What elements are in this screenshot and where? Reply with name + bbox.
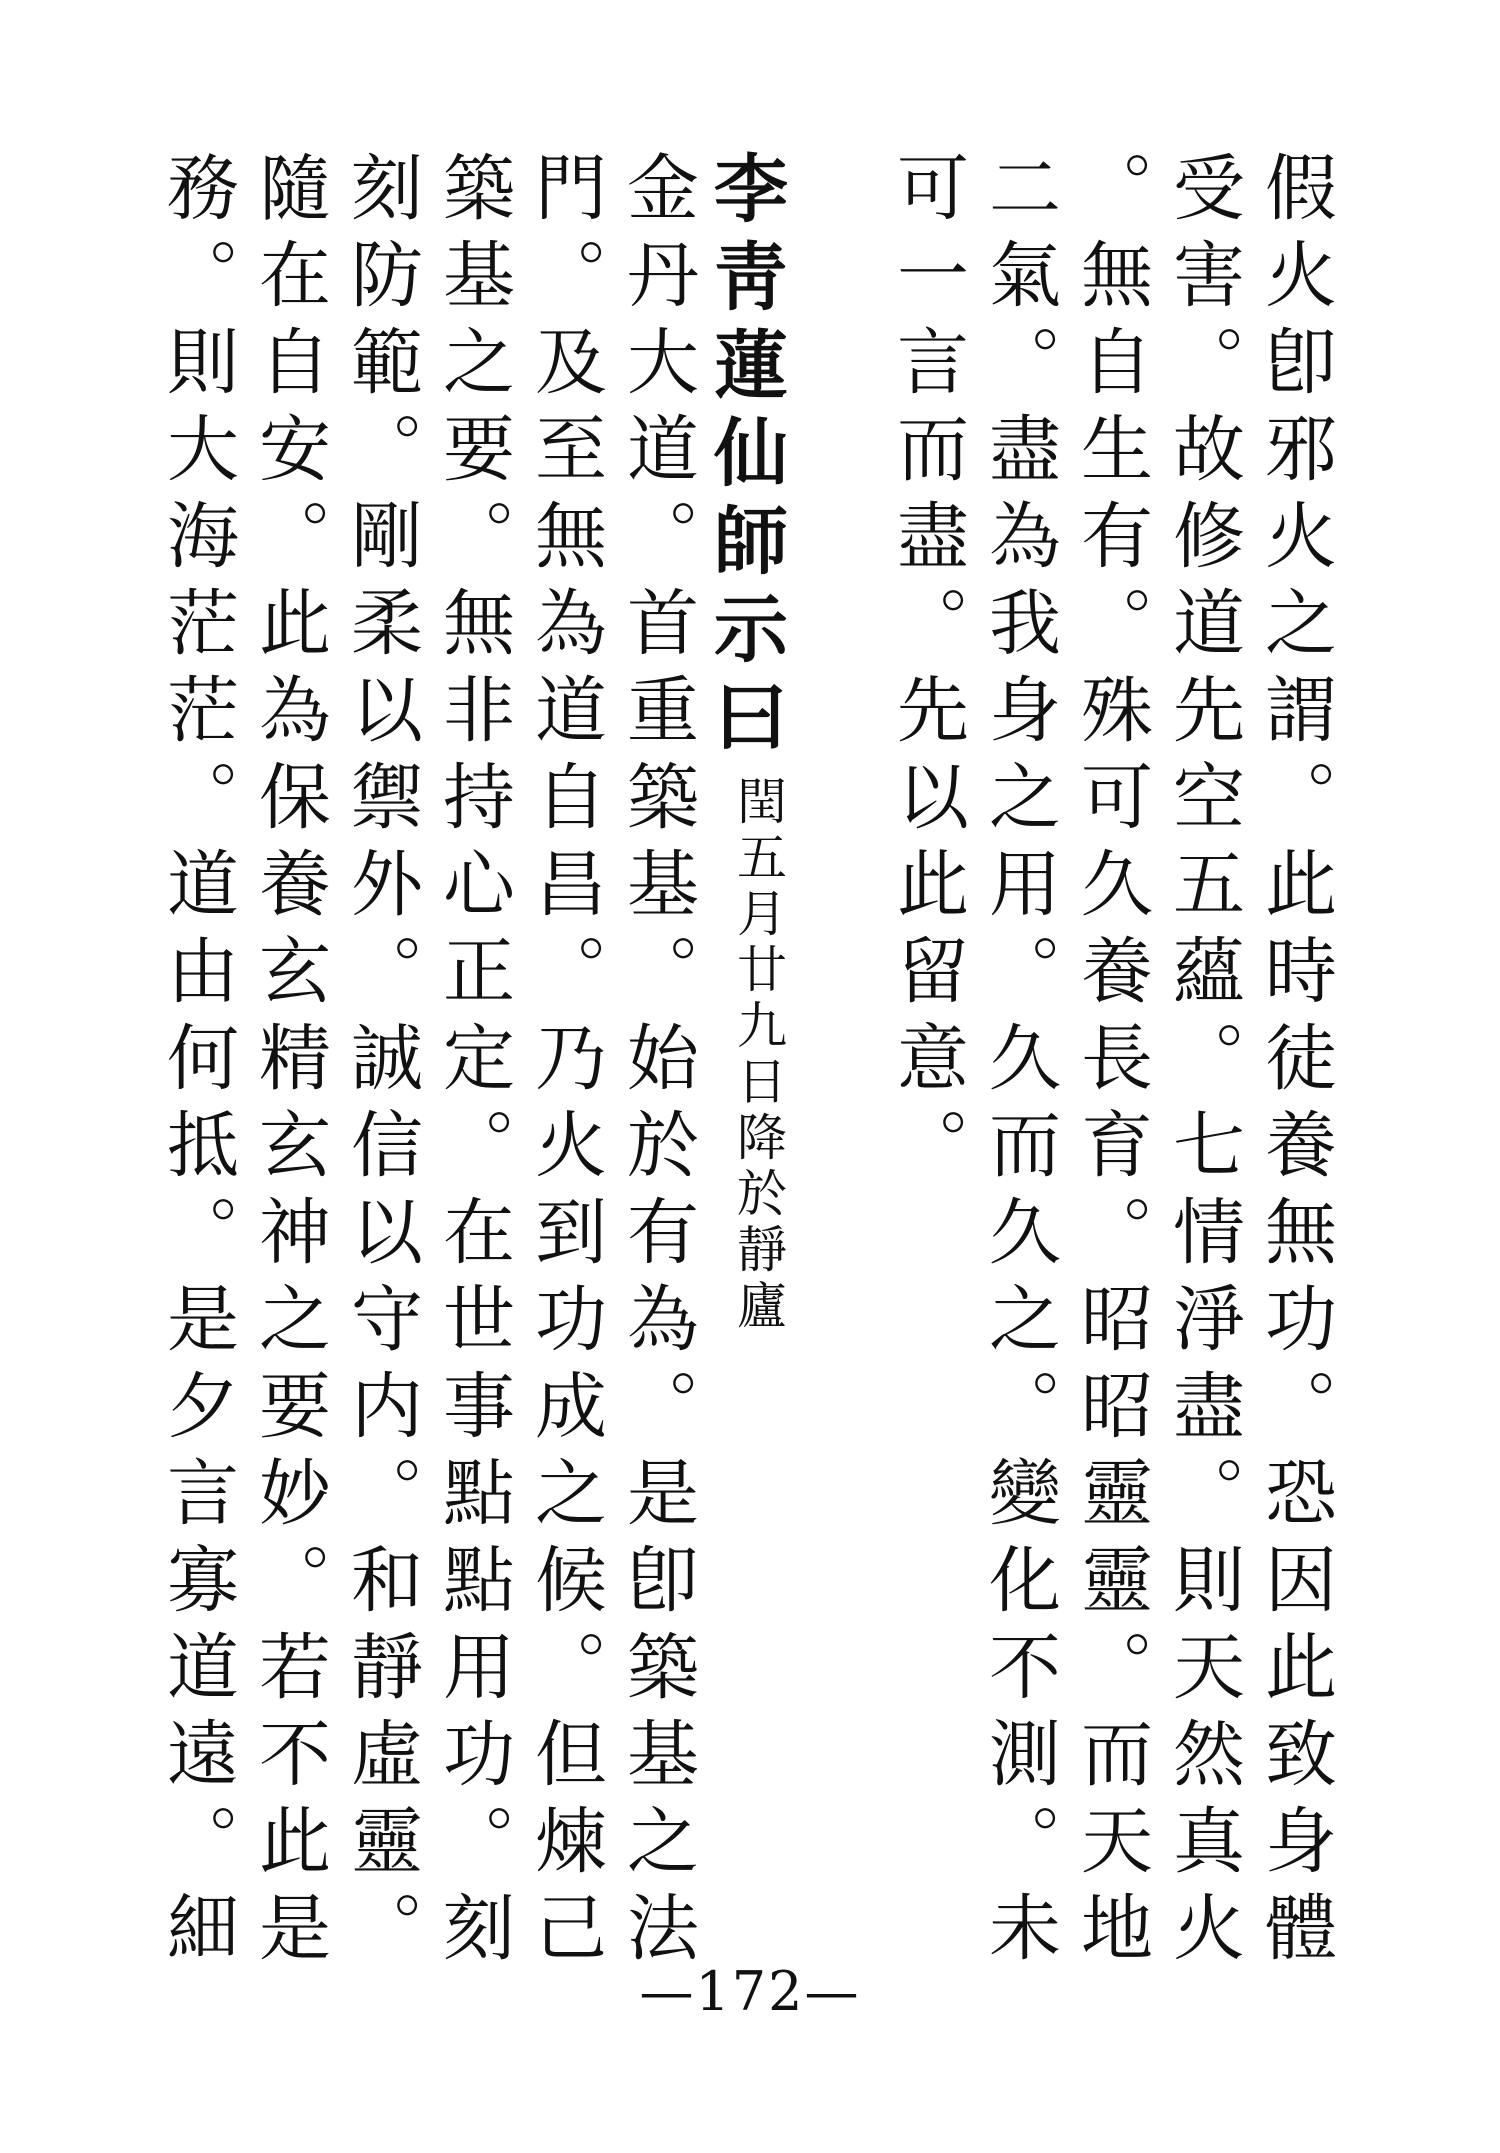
text-column-11: 務。則大海茫茫。道由何抵。是夕言寡道遠。細	[155, 150, 239, 1977]
text-column-10: 隨在自安。此為保養玄精玄神之要妙。若不此是	[247, 150, 331, 1977]
text-column-1: 假火卽邪火之謂。此時徒養無功。恐因此致身體	[1253, 150, 1337, 1977]
text-column-8: 築基之要。無非持心正定。在世事點點用功。刻	[431, 150, 515, 1977]
text-column-4: 二氣。盡為我身之用。久而久之。變化不測。未	[977, 150, 1061, 1977]
text-column-5: 可一言而盡。先以此留意。	[885, 150, 969, 1194]
text-column-7: 門。及至無為道自昌。乃火到功成之候。但煉己	[523, 150, 607, 1977]
page-number: —172—	[639, 1960, 861, 2023]
text-column-9: 刻防範。剛柔以禦外。誠信以守内。和靜虛靈。	[339, 150, 423, 1977]
text-column-6: 金丹大道。首重築基。始於有為。是卽築基之法	[615, 150, 699, 1977]
section-heading: 李靑蓮仙師示曰	[702, 150, 788, 766]
date-note: 閏五月廿九日降於靜廬	[729, 775, 787, 1335]
text-column-3: 。無自生有。殊可久養長育。昭昭靈靈。而天地	[1069, 150, 1153, 1977]
text-column-2: 受害。故修道先空五蘊。七情淨盡。則天然真火	[1161, 150, 1245, 1977]
